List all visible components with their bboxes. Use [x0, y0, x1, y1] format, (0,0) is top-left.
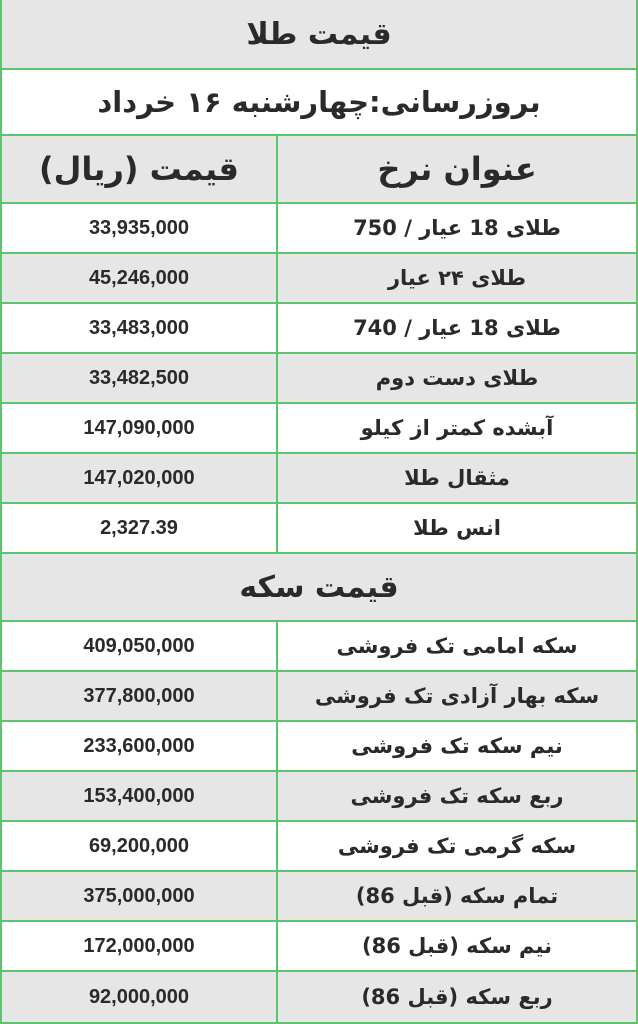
- item-price: 33,935,000: [88, 216, 190, 239]
- table-row: [2, 822, 636, 872]
- item-name: ربع سکه تک فروشی: [350, 784, 564, 808]
- item-name: سکه گرمی تک فروشی: [337, 834, 577, 858]
- item-name: انس طلا: [413, 516, 501, 540]
- table-row: [2, 454, 636, 504]
- table-row: [2, 622, 636, 672]
- item-price-cell: [2, 304, 276, 352]
- item-price-cell: [2, 204, 276, 252]
- item-price-cell: [2, 504, 276, 552]
- table-row: [2, 922, 636, 972]
- item-name: آبشده کمتر از کیلو: [360, 416, 554, 440]
- item-price-cell: [2, 354, 276, 402]
- table-row: [2, 972, 636, 1024]
- item-price-cell: [2, 454, 276, 502]
- update-row: [2, 70, 636, 136]
- table-row: [2, 504, 636, 554]
- table-row: [2, 254, 636, 304]
- item-name-cell: [276, 204, 636, 252]
- item-price-cell: [2, 622, 276, 670]
- column-header-price-cell: [2, 136, 276, 202]
- item-name: طلای دست دوم: [375, 366, 539, 390]
- item-name: تمام سکه (قبل 86): [355, 884, 559, 908]
- item-price: 409,050,000: [83, 634, 195, 657]
- table-row: [2, 772, 636, 822]
- item-price: 147,090,000: [83, 416, 195, 439]
- column-header-price: قیمت (ریال): [39, 150, 239, 188]
- item-name: نیم سکه (قبل 86): [362, 934, 552, 958]
- gold-title-row: [2, 0, 636, 70]
- item-name: سکه بهار آزادی تک فروشی: [314, 684, 600, 708]
- item-name-cell: [276, 672, 636, 720]
- item-name-cell: [276, 354, 636, 402]
- item-name: سکه امامی تک فروشی: [336, 634, 578, 658]
- coin-title-row: [2, 554, 636, 622]
- table-row: [2, 304, 636, 354]
- item-price: 33,482,500: [88, 366, 190, 389]
- item-price: 45,246,000: [88, 266, 190, 289]
- item-price-cell: [2, 822, 276, 870]
- update-date: بروزرسانی:چهارشنبه ۱۶ خرداد: [97, 85, 541, 119]
- item-price: 377,800,000: [83, 684, 195, 707]
- item-price: 147,020,000: [83, 466, 195, 489]
- table-row: [2, 672, 636, 722]
- item-price: 375,000,000: [83, 884, 195, 907]
- item-name: طلای 18 عیار / 740: [353, 316, 561, 340]
- item-name-cell: [276, 504, 636, 552]
- item-name-cell: [276, 972, 636, 1022]
- item-name-cell: [276, 254, 636, 302]
- item-price-cell: [2, 672, 276, 720]
- item-name: نیم سکه تک فروشی: [351, 734, 563, 758]
- item-price-cell: [2, 972, 276, 1022]
- item-price: 233,600,000: [83, 734, 195, 757]
- column-header-name: عنوان نرخ: [377, 150, 537, 188]
- table-row: [2, 722, 636, 772]
- item-name-cell: [276, 772, 636, 820]
- item-price-cell: [2, 254, 276, 302]
- item-price: 92,000,000: [88, 985, 190, 1008]
- gold-title: قیمت طلا: [246, 16, 392, 52]
- item-name: طلای 18 عیار / 750: [353, 216, 561, 240]
- item-name-cell: [276, 622, 636, 670]
- table-row: [2, 404, 636, 454]
- item-name-cell: [276, 822, 636, 870]
- item-price-cell: [2, 922, 276, 970]
- item-name: طلای ۲۴ عیار: [387, 266, 527, 290]
- coin-title: قیمت سکه: [239, 569, 399, 605]
- item-price: 33,483,000: [88, 316, 190, 339]
- item-price: 2,327.39: [100, 516, 178, 539]
- column-header-row: [2, 136, 636, 204]
- table-row: [2, 354, 636, 404]
- table-row: [2, 204, 636, 254]
- item-price: 153,400,000: [83, 784, 195, 807]
- table-row: [2, 872, 636, 922]
- item-name-cell: [276, 404, 636, 452]
- item-name-cell: [276, 722, 636, 770]
- item-name-cell: [276, 304, 636, 352]
- item-price: 172,000,000: [83, 934, 195, 957]
- item-price: 69,200,000: [88, 834, 190, 857]
- item-name: ربع سکه (قبل 86): [361, 985, 553, 1009]
- column-header-name-cell: [276, 136, 636, 202]
- item-name-cell: [276, 922, 636, 970]
- item-name-cell: [276, 872, 636, 920]
- item-name-cell: [276, 454, 636, 502]
- item-price-cell: [2, 872, 276, 920]
- item-name: مثقال طلا: [404, 466, 510, 490]
- item-price-cell: [2, 722, 276, 770]
- item-price-cell: [2, 772, 276, 820]
- item-price-cell: [2, 404, 276, 452]
